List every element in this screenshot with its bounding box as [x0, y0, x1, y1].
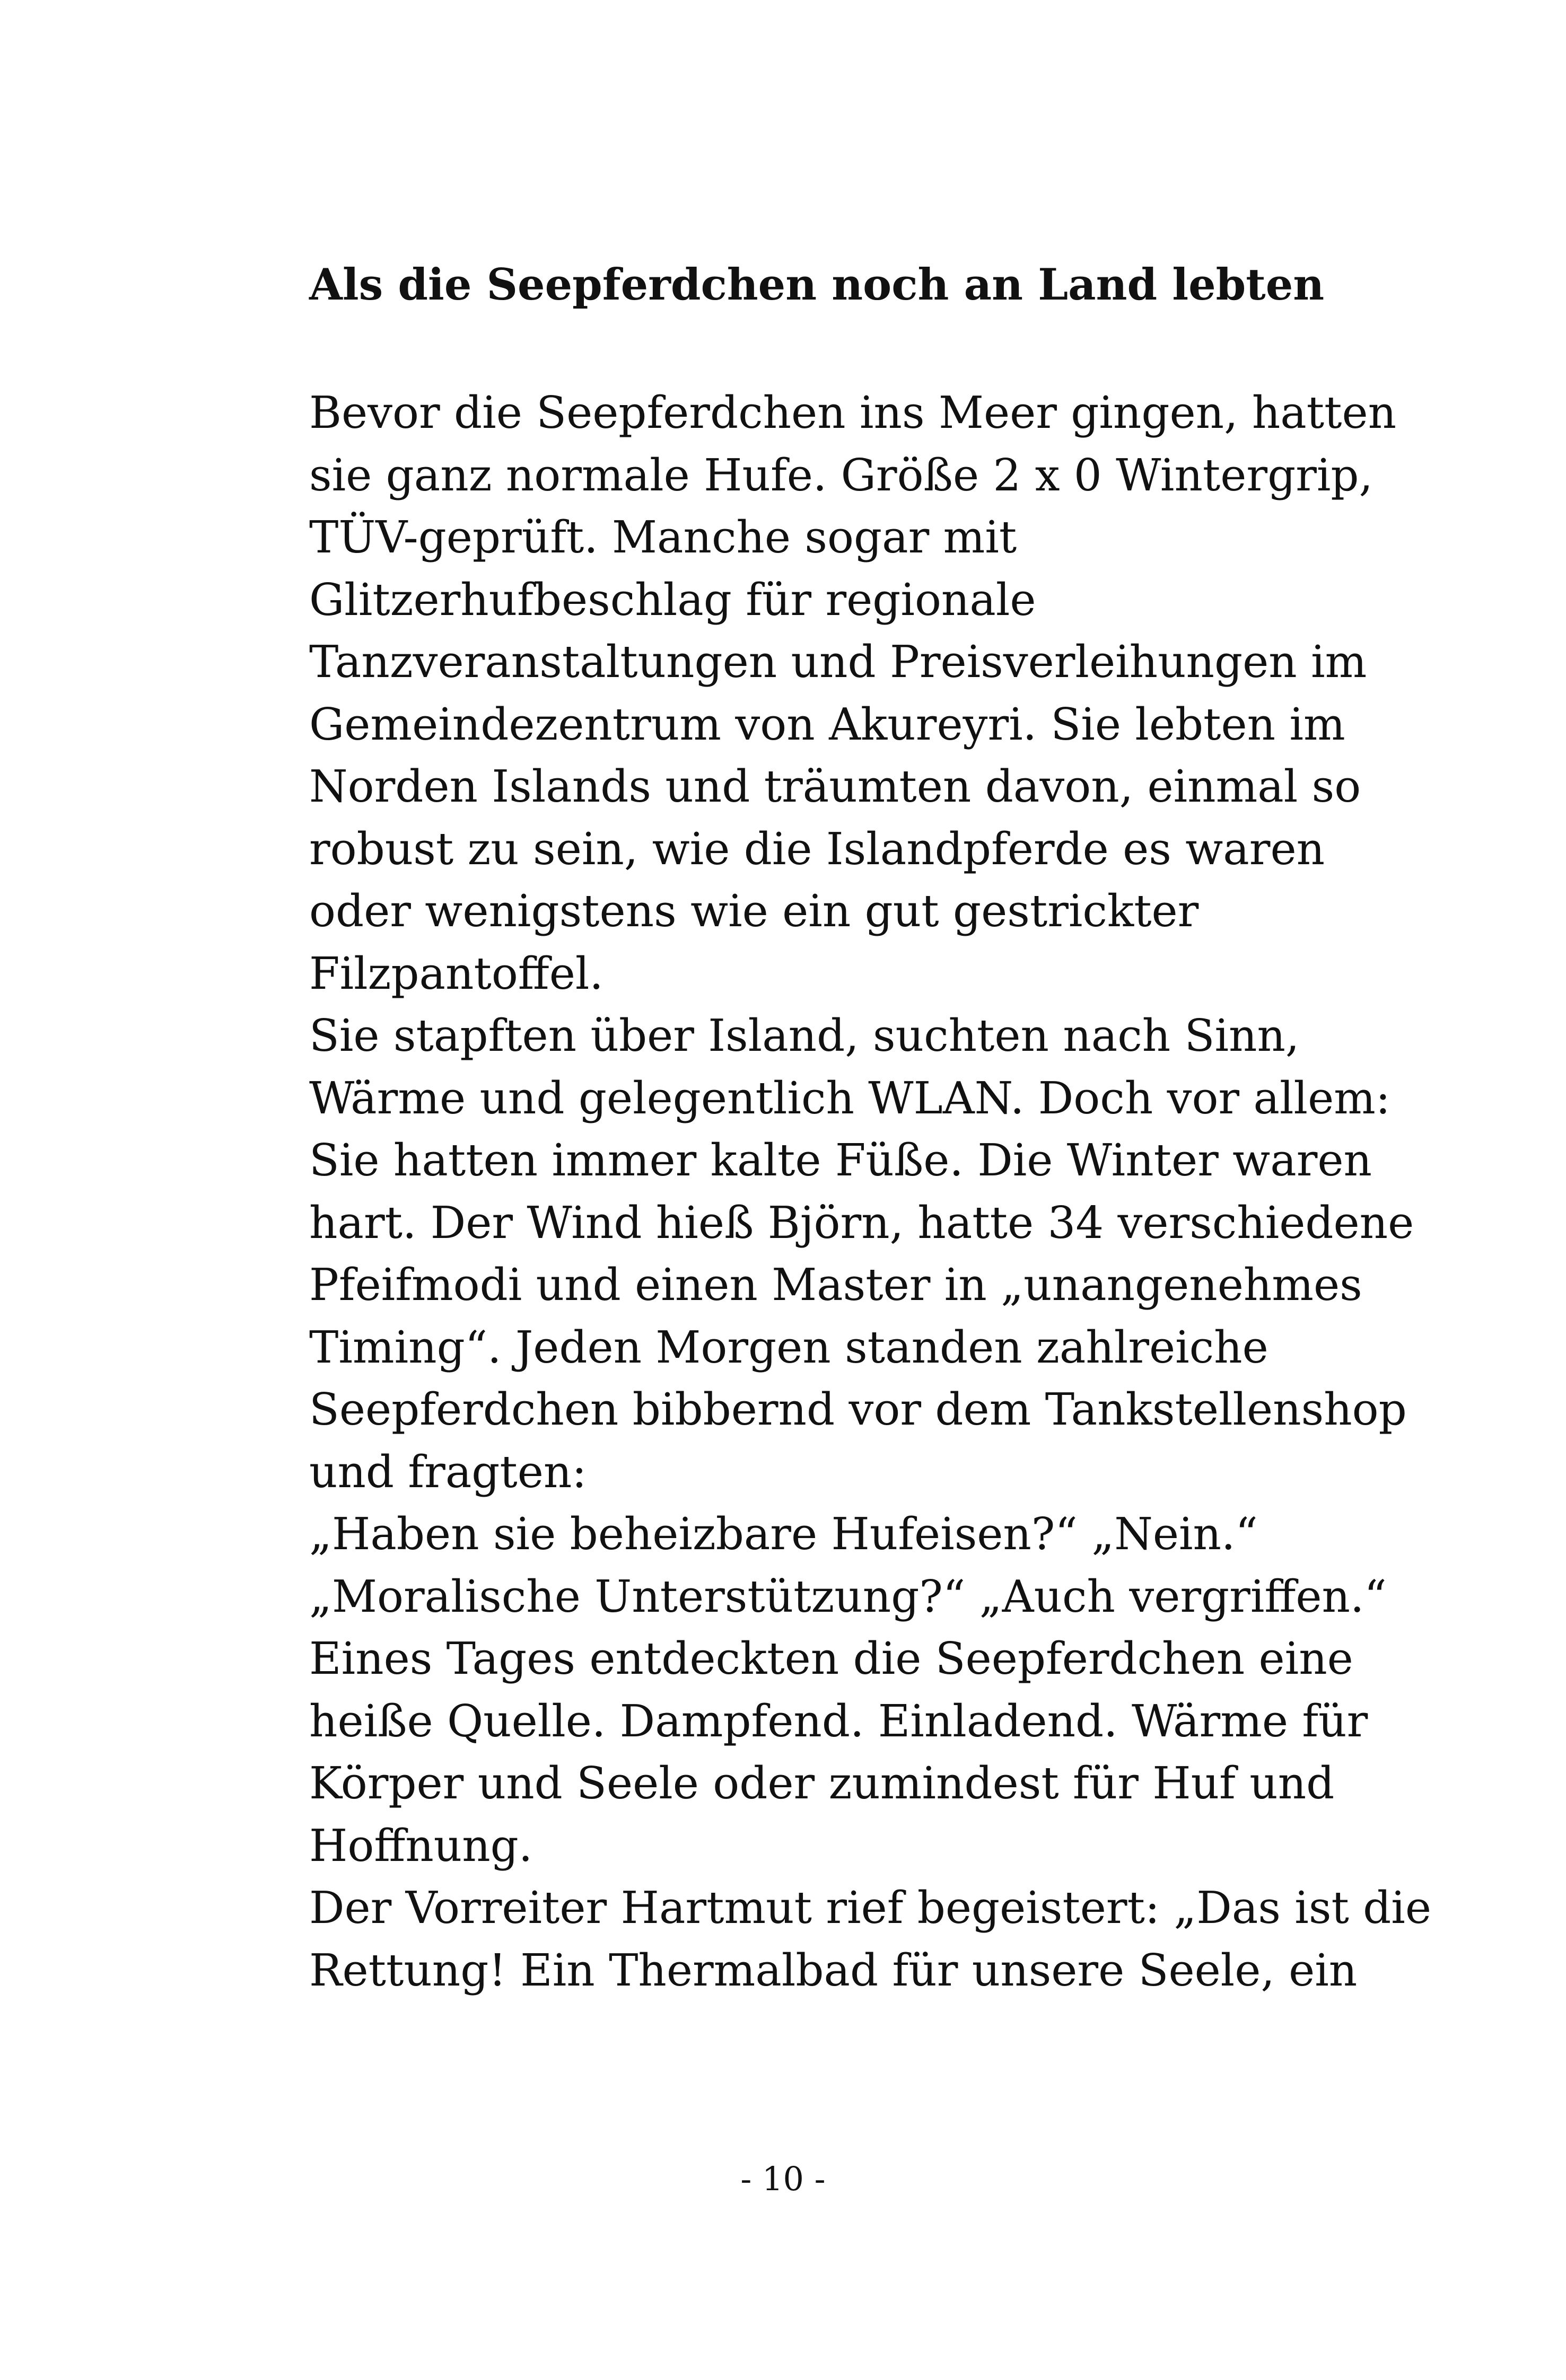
text-line: Hoffnung. — [309, 1820, 533, 1872]
text-line: Norden Islands und träumten davon, einmal so — [309, 761, 1361, 812]
text-line: Sie hatten immer kalte Füße. Die Winter waren — [309, 1135, 1372, 1186]
text-line: Seepferdchen bibbernd vor dem Tankstellenshop — [309, 1384, 1407, 1435]
text-line: „Haben sie beheizbare Hufeisen?“ „Nein.“ — [309, 1508, 1258, 1560]
text-line: Wärme und gelegentlich WLAN. Doch vor allem: — [309, 1072, 1390, 1124]
text-line: Timing“. Jeden Morgen standen zahlreiche — [309, 1321, 1268, 1373]
text-line: Bevor die Seepferdchen ins Meer gingen, hatten — [309, 387, 1397, 438]
text-line: Tanzveranstaltungen und Preisverleihungen im — [309, 636, 1367, 688]
text-line: Filzpantoffel. — [309, 947, 603, 999]
chapter-title: Als die Seepferdchen noch an Land lebten — [309, 260, 1325, 310]
text-line: Eines Tages entdeckten die Seepferdchen eine — [309, 1633, 1353, 1684]
text-line: „Moralische Unterstützung?“ „Auch vergriffen.“ — [309, 1570, 1387, 1622]
text-line: Glitzerhufbeschlag für regionale — [309, 574, 1036, 626]
text-line: Gemeindezentrum von Akureyri. Sie lebten im — [309, 698, 1345, 750]
page-number: - 10 - — [740, 2159, 826, 2198]
text-line: heiße Quelle. Dampfend. Einladend. Wärme für — [309, 1695, 1368, 1747]
text-line: hart. Der Wind hieß Björn, hatte 34 verschiedene — [309, 1197, 1414, 1249]
text-line: TÜV-geprüft. Manche sogar mit — [309, 512, 1017, 563]
text-line: Sie stapften über Island, suchten nach Sinn, — [309, 1010, 1300, 1061]
text-line: Der Vorreiter Hartmut rief begeistert: „Das ist die — [309, 1882, 1431, 1934]
text-line: Pfeifmodi und einen Master in „unangenehmes — [309, 1259, 1362, 1311]
text-line: sie ganz normale Hufe. Größe 2 x 0 Wintergrip, — [309, 449, 1373, 501]
text-line: oder wenigstens wie ein gut gestrickter — [309, 885, 1199, 937]
body-text — [309, 382, 1431, 2001]
text-line: und fragten: — [309, 1446, 587, 1498]
text-line: robust zu sein, wie die Islandpferde es waren — [309, 823, 1325, 875]
text-line: Körper und Seele oder zumindest für Huf und — [309, 1758, 1335, 1809]
text-line: Rettung! Ein Thermalbad für unsere Seele, ein — [309, 1944, 1358, 1996]
